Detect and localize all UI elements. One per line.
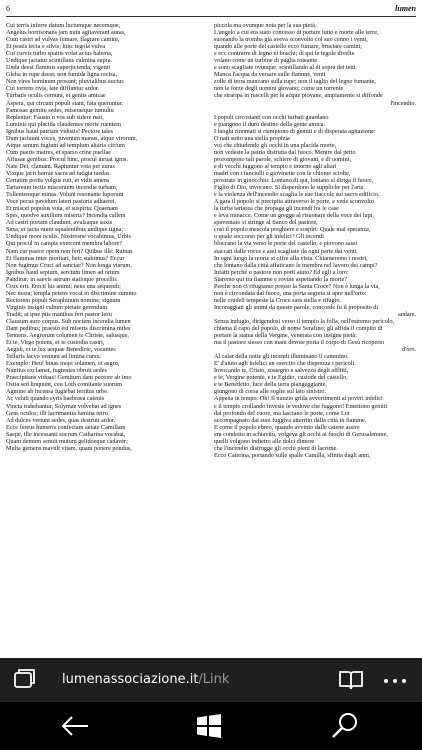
latin-verse-line: Dant pedibus; praesto est miseris discrimina miles: [6, 325, 131, 333]
italian-verse-line: A gara il popolo si precipita attraverso le porte, e vede sconvolto: [214, 198, 374, 206]
more-options-icon[interactable]: [380, 668, 410, 692]
latin-verse-line: Clausum auro corpus. Sub noctem incendia lumen: [6, 317, 131, 325]
italian-column: [214, 22, 416, 459]
latin-verse-line: Qui procul in campis exercent membra labore?: [6, 240, 123, 248]
reading-view-icon[interactable]: [338, 668, 364, 692]
italian-verse-line: E' d'aiuto agli infelici un esercito che disprezza i pericoli.: [214, 360, 356, 368]
italian-verse-line: e te, Vergine potente, e te Egidio, custode del castello,: [214, 374, 348, 382]
latin-verse-line: Saxa, et jacta ruunt squalentibus undique tigna;: [6, 226, 124, 234]
italian-verse-line: Figlio di Dio, invocano. Si disperdono le suppliche per l'aria: [214, 184, 364, 192]
italian-verse-line: Incoraggiati gli animi da queste parole, concorde fu il proposito di: [214, 303, 379, 311]
italian-verse-line: I luoghi rinomati si riempiono di gemiti e di disperata agitazione:: [214, 127, 376, 135]
stanza-break: [214, 107, 416, 114]
latin-verse-line: Cum pueris matres, et sparso crine puellae: [6, 148, 111, 156]
latin-verse-line: Ignibus haud septum, serctum limen ad ortum: [6, 268, 120, 276]
italian-verse-line: Al calar della notte gli incendi illuminano il cammino.: [214, 353, 349, 361]
magazine-title: lumen: [395, 4, 416, 13]
latin-verse-line: Famosae gemitu sedes, miseraeque tumultu: [6, 106, 114, 114]
latin-verse-line: Certatim portis vulgus ruit, et vidit amens: [6, 177, 110, 185]
page-header: [6, 4, 416, 17]
latin-verse-line: Nam cur pastor opem non fert? Quibus ille: Ruinas: [6, 247, 133, 255]
browser-address-bar: [0, 658, 422, 702]
latin-verse-line: Cui terris inferre datum luctumque necemque,: [6, 22, 121, 29]
italian-verse-line: I popoli circostanti con occhi turbati guardano: [214, 113, 329, 121]
latin-verse-line: Ignibus haud patriam vidistis! Pectore tales: [6, 127, 114, 135]
windows-logo-icon[interactable]: [196, 714, 222, 738]
italian-verse-line: e sono scagliate ovunque, scintillando al di sopra dei tetti.: [214, 64, 358, 72]
latin-verse-line: Et te, Virgo potens, et te custodia castri,: [6, 339, 105, 347]
italian-verse-line: e piangono il duro destino della gente amica.: [214, 120, 325, 128]
latin-verse-line: Nuntius exclamat, fugientes obruit aedes: [6, 367, 107, 375]
italian-verse-line: chiama il capo del popolo, di nome Serafino; gli affida il compito di: [214, 325, 383, 333]
latin-verse-line: Telluris lacvo veniunt ad limina cursu.: [6, 353, 102, 361]
italian-verse-line: d'oro.: [401, 346, 416, 354]
italian-verse-line: e leva minacce. Come un gregge al risuonare della voce dei lupi,: [214, 212, 374, 220]
latin-verse-line: Cui torrens rivis, late diffluntur ardor.: [6, 85, 100, 93]
latin-column: [6, 22, 204, 452]
latin-verse-line: Vincta trahebantur, Solymae volvebat ad ignes: [6, 402, 122, 410]
italian-verse-line: Appena in tempo: Oh! Il nunzio grida avvertimenti ai poveri infelici: [214, 395, 383, 403]
italian-verse-line: la turba tartarea che propaga gli incendi fra le case: [214, 205, 339, 213]
latin-verse-line: Tartareum tectis miscentem incendia turbam,: [6, 184, 118, 192]
latin-verse-line: Voce pecus pavidum lateri pastoris adhaeret,: [6, 198, 117, 206]
italian-verse-line: e ecc contrarre di legno ei boschi; di qui le tegole divelte: [214, 50, 355, 58]
italian-verse-line: che straripa in ruscelli per le acque piovane, ampiamente si diffonde: [214, 92, 383, 100]
italian-verse-line: che lontano dalla città affaticano le membra nel lavoro dei campi?: [214, 261, 378, 269]
italian-verse-line: E come il popolo ebreo, quando avvinto dalle catene assire: [214, 423, 360, 431]
italian-verse-line: andare.: [397, 310, 416, 318]
latin-verse-line: Ac veluti quando syris baebraea catenis: [6, 395, 105, 403]
latin-verse-line: Multa gemens mavult vitam, quam ponere pondus,: [6, 444, 132, 452]
italian-verse-line: quelli volgono indietro alle dolci dimore: [214, 437, 315, 445]
latin-verse-line: Nate Dei, clamant. Rapiuntur vota per auras: [6, 162, 115, 170]
italian-verse-line: l'incendio.: [390, 99, 416, 107]
latin-verse-line: Cum castri ad vulvas fumare, flagrare camini,: [6, 36, 120, 44]
latin-verse-line: Rectorem populi Seraphinum nomine; signum: [6, 296, 121, 304]
page-number: 6: [6, 4, 10, 13]
italian-verse-line: nelle crudeli tempeste la Croce sarà stella e rifugio.: [214, 296, 341, 304]
italian-verse-line: Infatti perché o pastore non porti aiuto? Ed egli a loro:: [214, 268, 349, 276]
italian-verse-line: piccola ma ovunque nota per la sua pietà.: [214, 22, 317, 29]
latin-verse-line: Gleba in rupe deest; non fumida ligna recisa,: [6, 71, 117, 79]
latin-verse-line: Undique mors oculis. Nostrosne vocabimus, Urbis: [6, 233, 131, 241]
latin-verse-line: Angelus horrisonans jam nutu agitaverant auras,: [6, 29, 126, 37]
italian-verse-line: e la violenza dell'incendio scaglia le sue fiaccole sul sacro edificio.: [214, 191, 380, 199]
italian-verse-line: ma il pastore stesso con mani devote porta il corpo di Gesù ricoperto: [214, 339, 385, 347]
italian-verse-line: O nati sotto una stella propizia: [214, 134, 290, 142]
latin-verse-line: Atque senum fugiunt ad templum altaria circum: [6, 141, 125, 149]
latin-verse-line: Et pestis tecta e silvis; hinc tegola vulva: [6, 43, 106, 51]
latin-verse-line: Et miscet populus vota, et suspiria: Quaenam: [6, 205, 118, 213]
italian-verse-line: accompagnato dai suoi fuggiva atterrito dalla città in fiamme.: [214, 416, 367, 424]
italian-verse-line: portare la statua della Vergine, venerata con insigne pietà;: [214, 332, 357, 340]
url-path: /Link: [198, 672, 230, 687]
italian-verse-line: bloccano la via verso le porte del castello, e piovono sassi: [214, 240, 358, 248]
url-domain: lumenassociazione.it: [62, 672, 199, 687]
latin-verse-line: Quam demum senuit mutum gelidoeque cadaver;: [6, 437, 128, 445]
latin-verse-line: Dum jactaunt voces, juvenum manus, atque virorum,: [6, 134, 138, 142]
italian-verse-line: era condotto in schiavitù, volgeva gli occhi ai fuochi di Gerusalemme,: [214, 430, 388, 438]
latin-verse-line: Cui curvis turbo spatiis volat actus habena,: [6, 50, 113, 58]
latin-verse-line: Ad dulces vertunt sedes, quas destruit ardor.: [6, 416, 116, 424]
latin-verse-line: Saepe, ille incessanti socrum Catharina vocabat,: [6, 430, 126, 438]
italian-verse-line: e il tempio crollando investe le vedove che fuggono! Emettono gemiti: [214, 402, 388, 410]
latin-verse-line: Praecipitans viduas! Gemitum dant pectore ab imo: [6, 374, 132, 382]
latin-verse-line: Ostia sed linquunt, ceu Loth comitante suorum: [6, 381, 122, 389]
latin-verse-line: Spes, quodve auxilium miseris? Incendia callem: [6, 212, 126, 220]
latin-verse-line: Tradit; at ipse piis manibus fert pastor Iesu: [6, 310, 112, 318]
search-icon[interactable]: [330, 711, 360, 741]
latin-verse-line: Replentur: Fausto o vos sub sidere nati,: [6, 113, 104, 121]
italian-verse-line: suonando la tromba già aveva sconvolto col suo cenno i venti,: [214, 36, 368, 44]
italian-verse-line: non vedeste la patria distrutta dal fuoco. Mentre dal petto: [214, 148, 356, 156]
italian-verse-line: L'angelo a cui era stato concesso di portare lutto e morte alle terre,: [214, 29, 379, 37]
italian-verse-line: Manca l'acqua da versare sulle fiamme, venti: [214, 71, 326, 79]
latin-verse-line: Exemplo: Heu! binas inopi solamen, et aegro,: [6, 360, 120, 368]
back-arrow-icon[interactable]: [58, 712, 92, 740]
italian-verse-line: voi che chiudendo gli occhi in una placida morte,: [214, 141, 337, 149]
latin-verse-line: Turbatis oculis cernunt, et gentis amicae: [6, 92, 106, 100]
latin-verse-line: Virginis insigni cultum pietate gerendum: [6, 303, 108, 311]
italian-verse-line: In ogni luogo la morte si offre alla vista. Chiameremo i nostri,: [214, 254, 368, 262]
italian-verse-line: non è circondata dal fuoco, una porta segreta si apre nell'orto:: [214, 289, 367, 297]
latin-verse-line: Et flammas inter moritari, heic stabimus? Eccur: [6, 254, 125, 262]
latin-verse-line: Unda deest flammis superjicienda, vigenti: [6, 64, 111, 72]
italian-verse-line: e te Benedetto, luce della terra piangeggiante,: [214, 381, 328, 389]
italian-verse-line: che l'incendio distrugge gli occhi pieni di lacrime.: [214, 444, 338, 452]
italian-verse-line: e di vecchi fuggono al tempio e intorno agli altari: [214, 162, 337, 170]
italian-verse-line: così il popolo mescola preghiere e sospiri: Quale mai speranza,: [214, 226, 371, 234]
italian-verse-line: staccati dalle rocce e assi scagliate da ogni parte dai venti.: [214, 247, 358, 255]
italian-verse-line: giungono di corsa alle soglie sul lato sinistro.: [214, 388, 327, 396]
latin-verse-line: Tollentemque minas. Volunt resonante luporum: [6, 191, 124, 199]
italian-verse-line: madri con i fanciulli e giovinette con le chiome sciolte,: [214, 169, 351, 177]
italian-verse-line: Perché non ci rifugiamo presso la Santa Croce? Non è lunga la via,: [214, 282, 380, 290]
url-field[interactable]: [62, 670, 332, 690]
tabs-icon[interactable]: [10, 666, 38, 694]
latin-verse-line: Aegidi, et te lux aequae Benedicte, vocantes: [6, 346, 116, 354]
italian-verse-line: volano come un turbine di paglia roteante: [214, 57, 318, 65]
latin-verse-line: Non fugimus Cruci ad sanctae? Non longa viarum,: [6, 261, 132, 269]
italian-verse-line: quando alle porte del castello ecco fumare, bruciare camini,: [214, 43, 362, 51]
latin-verse-line: Tennens. Aegrorum columen te Christe, salusque,: [6, 332, 129, 340]
latin-verse-line: Ecce fereus humeris confectam aetate Camillam: [6, 423, 126, 431]
latin-verse-line: Luminis qui placida claudentes morte ruentem: [6, 120, 121, 128]
latin-verse-line: Gens oculos; illi lacrimantia lumina retro: [6, 409, 108, 417]
latin-verse-line: Affusae genibus: Procul hinc, procul inruat ignis.: [6, 155, 128, 163]
latin-verse-line: Crux erit. Erecti his animi; nens una sequendi;: [6, 282, 121, 290]
italian-verse-line: Staremo qui tra fiamme e rovine aspettando la morte?: [214, 275, 347, 283]
italian-verse-line: o quale soccorso per gli infelici? Gli incendi: [214, 233, 324, 241]
windows-nav-bar: [0, 702, 422, 750]
italian-verse-line: Senza indugio, dirigendosi verso il tempio la folla, nell'estremo pericolo,: [214, 317, 395, 325]
latin-verse-line: Panditur; in saevis astrum statioque procellis: [6, 275, 117, 283]
italian-verse-line: prorompono tali parole, schiere di giovani, e di uomini,: [214, 155, 351, 163]
latin-verse-line: Aspera, qui circum populi stant, fata queruntur.: [6, 99, 124, 107]
latin-verse-line: Nec mora; templa petens vocat in discrimine summo: [6, 289, 137, 297]
latin-verse-line: Undique jactatur scintillans culmina supra.: [6, 57, 113, 65]
italian-verse-line: prostrate in ginocchio: Lontano di qui, lontano si diriga il fuoco,: [214, 177, 374, 185]
italian-verse-line: spaventato si stringe al fianco del pastore,: [214, 219, 318, 227]
latin-verse-line: Agmine ab incensa fugiebat territus urbe.: [6, 388, 109, 396]
italian-verse-line: Ecco Caterina, portando sulle spalle Camilla, sfinita dagli anni,: [214, 451, 371, 459]
italian-verse-line: non le forze degli uomini giovano; come un torrente: [214, 85, 344, 93]
italian-verse-line: zolle di terra mancano sulla rupe; non il taglio del legno fumante,: [214, 78, 376, 86]
latin-verse-line: Non vires hominum prosunt; pluvialibus auctus: [6, 78, 124, 86]
italian-verse-line: dal profondo del cuore, ma lasciano le porte, come Lot: [214, 409, 350, 417]
latin-verse-line: Ad castri portam claudunt, avulsaque saxis: [6, 219, 113, 227]
italian-verse-line: Invocando te, Cristo, sostegno e salvezza degli afflitti,: [214, 367, 349, 375]
latin-verse-line: Vixque jacit horrae sacra ad fatigia taedas.: [6, 169, 111, 177]
